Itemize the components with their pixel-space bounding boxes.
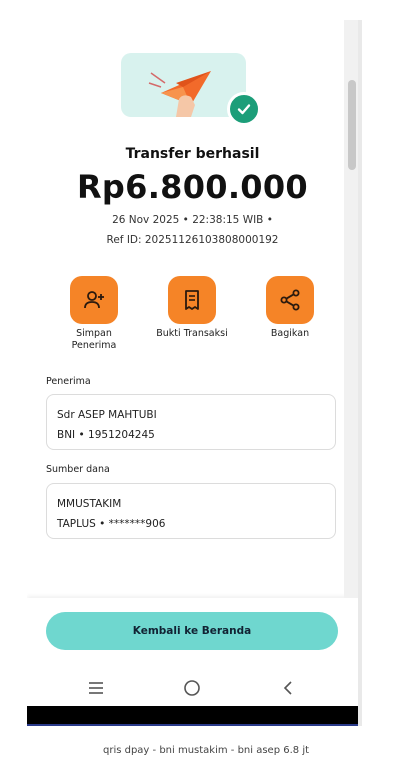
window-edge bbox=[358, 20, 362, 726]
source-section-label: Sumber dana bbox=[46, 464, 110, 475]
transaction-datetime: 26 Nov 2025 • 22:38:15 WIB • bbox=[112, 214, 273, 226]
receipt-label: Bukti Transaksi bbox=[156, 328, 228, 339]
receipt-icon bbox=[180, 288, 204, 312]
device-bottom-bezel bbox=[27, 706, 358, 726]
receipt-button[interactable] bbox=[168, 276, 216, 324]
receipt-action[interactable] bbox=[152, 276, 232, 340]
share-action[interactable] bbox=[250, 276, 330, 340]
recipient-section-label: Penerima bbox=[46, 376, 91, 387]
save-recipient-label-1: Simpan bbox=[76, 328, 112, 339]
system-navbar bbox=[27, 670, 358, 706]
image-caption: qris dpay - bni mustakim - bni asep 6.8 jt bbox=[102, 745, 310, 756]
source-account: TAPLUS • *******906 bbox=[57, 518, 166, 530]
share-icon bbox=[278, 288, 302, 312]
source-card bbox=[46, 483, 336, 539]
recent-apps-icon[interactable] bbox=[85, 678, 107, 698]
add-person-icon bbox=[82, 288, 106, 312]
back-to-home-button[interactable]: Kembali ke Beranda bbox=[46, 612, 338, 650]
recipient-name: Sdr ASEP MAHTUBI bbox=[57, 409, 157, 421]
transfer-amount: Rp6.800.000 bbox=[76, 168, 309, 206]
share-button[interactable] bbox=[266, 276, 314, 324]
reference-id: Ref ID: 20251126103808000192 bbox=[106, 234, 279, 246]
share-label: Bagikan bbox=[270, 328, 310, 339]
back-icon[interactable] bbox=[277, 678, 299, 698]
source-name: MMUSTAKIM bbox=[57, 498, 122, 510]
phone-screen bbox=[27, 20, 358, 726]
save-recipient-button[interactable] bbox=[70, 276, 118, 324]
save-recipient-action[interactable] bbox=[54, 276, 134, 352]
scrollbar-thumb[interactable] bbox=[348, 80, 356, 170]
recipient-account: BNI • 1951204245 bbox=[57, 429, 155, 441]
home-circle-icon[interactable] bbox=[181, 678, 203, 698]
save-recipient-label-2: Penerima bbox=[71, 340, 117, 351]
success-check-icon bbox=[227, 92, 261, 126]
recipient-card bbox=[46, 394, 336, 450]
status-title: Transfer berhasil bbox=[125, 146, 260, 162]
